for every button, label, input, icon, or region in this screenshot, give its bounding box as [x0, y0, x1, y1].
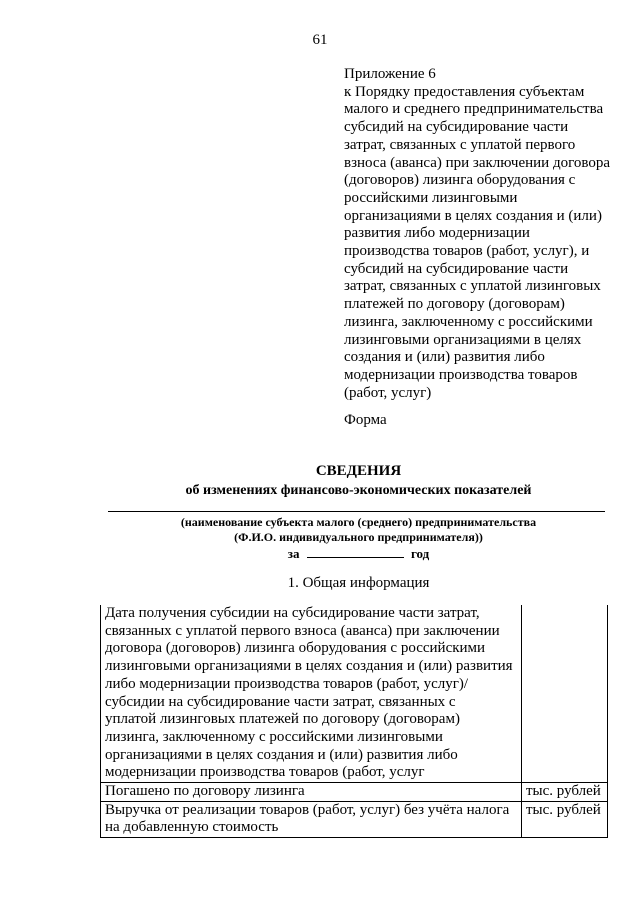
entity-name-caption: (наименование субъекта малого (среднего) предпринимательства — [180, 515, 537, 529]
appendix-line: производства товаров (работ, услуг), и — [344, 243, 590, 260]
subsidy-date-label: Дата получения субсидии на субсидирование части затрат, связанных с уплатой первого взноса (аванса) при заключении договора (договоров) лизинга оборудования с российскими лизинговыми организациями в целях создания и (или) развития либо модернизации производства товаров (работ, услуг)/ субсидии на субсидирование части затрат, связанных с уплатой лизинговых платежей по договору (договорам) лизинга, заключенному с российскими лизинговыми организациями в целях создания и (или) развития либо модернизации производства товаров (работ, услуг — [101, 605, 522, 783]
revenue-label: Выручка от реализации товаров (работ, услуг) без учёта налога на добавленную стоимость — [101, 801, 522, 837]
appendix-line: затрат, связанных с уплатой лизинговых — [344, 278, 601, 295]
appendix-line: (договоров) лизинга оборудования с — [344, 172, 576, 189]
period-prefix: за — [287, 546, 300, 561]
appendix-line: модернизации производства товаров — [344, 366, 578, 383]
page-number: 61 — [312, 32, 328, 48]
appendix-line: лизинга, заключенному с российскими — [344, 313, 593, 330]
appendix-line: малого и среднего предпринимательства — [344, 101, 604, 118]
subsidy-date-value — [521, 605, 607, 783]
appendix-line: развития либо модернизации — [344, 225, 530, 242]
name-entry-line — [108, 511, 605, 512]
table-row — [101, 605, 608, 783]
appendix-line: организациями в целях создания и (или) — [344, 207, 602, 224]
appendix-line: затрат, связанных с уплатой первого — [344, 136, 576, 153]
section-title: 1. Общая информация — [287, 575, 430, 591]
period-suffix: год — [410, 546, 430, 561]
appendix-line: российскими лизинговыми — [344, 189, 518, 206]
appendix-line: создания и (или) развития либо — [344, 349, 545, 366]
appendix-line: лизинговыми организациями в целях — [344, 331, 582, 348]
leasing-repaid-unit: тыс. рублей — [521, 783, 607, 802]
table-row — [101, 783, 608, 802]
appendix-line: Приложение 6 — [344, 66, 436, 82]
revenue-unit: тыс. рублей — [521, 801, 607, 837]
appendix-line: взноса (аванса) при заключении договора — [344, 154, 611, 171]
leasing-repaid-label: Погашено по договору лизинга — [101, 783, 522, 802]
reporting-period — [0, 545, 640, 562]
year-blank — [307, 545, 404, 558]
entrepreneur-fio-caption: (Ф.И.О. индивидуального предпринимателя)) — [234, 530, 483, 544]
appendix-line: субсидий на субсидирование части — [344, 119, 569, 136]
appendix-header — [344, 66, 624, 402]
appendix-line: платежей по договору (договорам) — [344, 296, 565, 313]
appendix-line: (работ, услуг) — [344, 384, 432, 401]
appendix-line: субсидий на субсидирование части — [344, 260, 569, 277]
document-subtitle: об изменениях финансово-экономических показателей — [185, 483, 532, 498]
general-info-table — [100, 605, 608, 838]
appendix-line: к Порядку предоставления субъектам — [344, 83, 585, 100]
form-label: Форма — [344, 412, 387, 428]
table-row — [101, 801, 608, 837]
document-title: СВЕДЕНИЯ — [315, 463, 402, 479]
